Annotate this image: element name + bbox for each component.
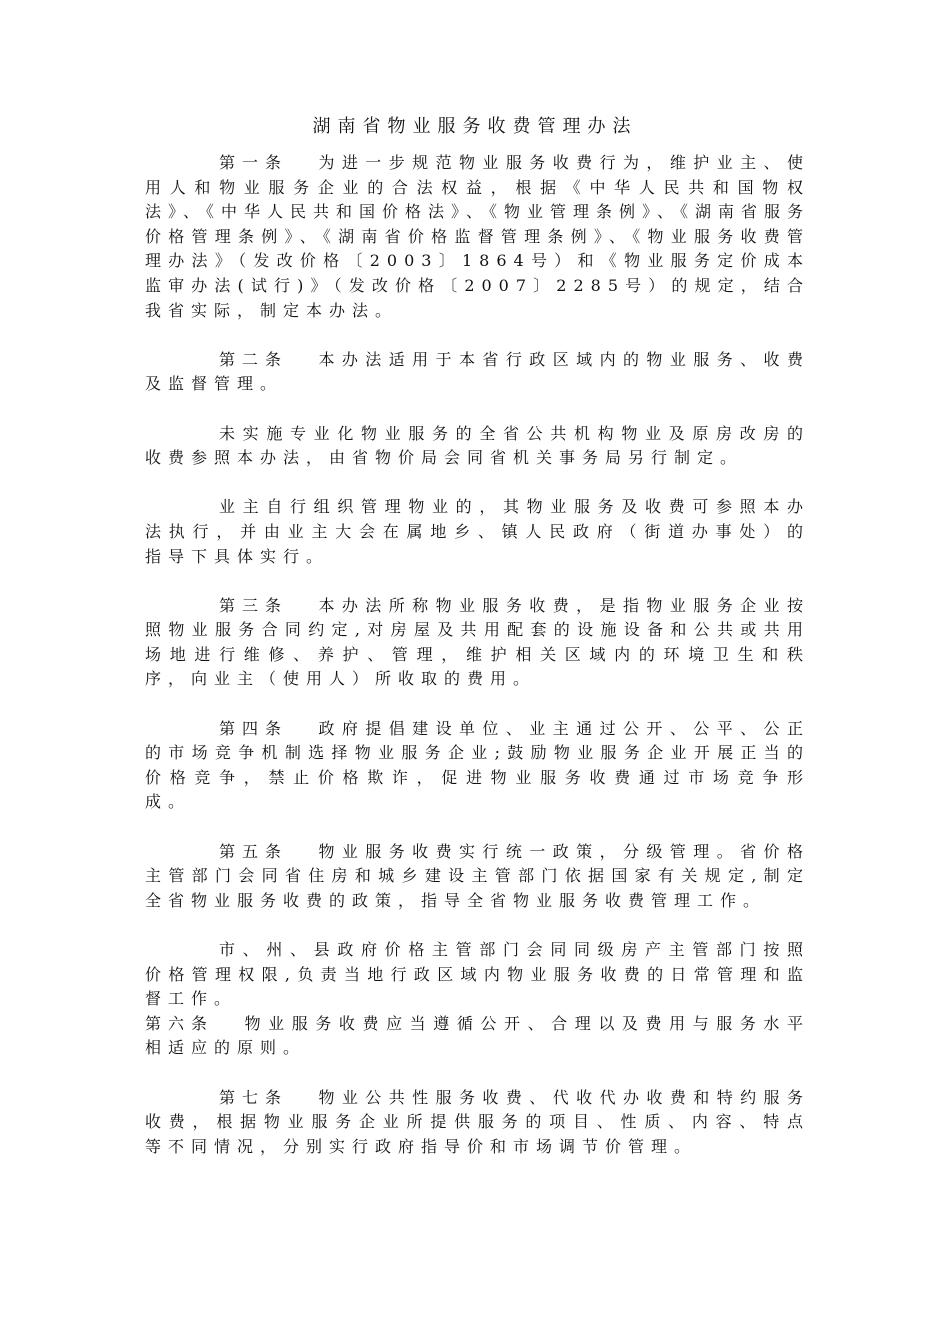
article-number: 第二条 xyxy=(219,349,289,369)
paragraph-text: 本办法所称物业服务收费，是指物业服务企业按照物业服务合同约定,对房屋及共用配套的设施设备和公共或共用场地进行维修、养护、管理，维护相关区域内的环境卫生和秩序，向业主（使用人）所收取的费用。 xyxy=(145,595,810,689)
paragraph-text: 物业服务收费应当遵循公开、合理以及费用与服务水平相适应的原则。 xyxy=(145,1013,810,1058)
paragraph-local-management xyxy=(145,938,810,1012)
article-number: 第五条 xyxy=(219,841,289,861)
paragraph-article-5 xyxy=(145,840,810,914)
article-number: 第三条 xyxy=(219,595,289,615)
paragraph-text: 为进一步规范物业服务收费行为，维护业主、使用人和物业服务企业的合法权益，根据《中华人民共和国物权法》、《中华人民共和国价格法》、《物业管理条例》、《湖南省服务价格管理条例》、《湖南省价格监督管理条例》、《物业服务收费管理办法》（发改价格〔2003〕1864号）和《物业服务定价成本监审办法(试行)》（发改价格〔2007〕2285号）的规定，结合我省实际，制定本办法。 xyxy=(145,153,811,320)
article-number: 第一条 xyxy=(219,153,289,172)
paragraph-text: 物业公共性服务收费、代收代办收费和特约服务收费，根据物业服务企业所提供服务的项目、性质、内容、特点等不同情况，分别实行政府指导价和市场调节价管理。 xyxy=(145,1087,810,1156)
paragraph-article-2 xyxy=(145,348,810,397)
paragraph-text: 未实施专业化物业服务的全省公共机构物业及原房改房的收费参照本办法，由省物价局会同省机关事务局另行制定。 xyxy=(145,423,810,468)
document-title: 湖南省物业服务收费管理办法 xyxy=(312,116,638,137)
paragraph-text: 本办法适用于本省行政区域内的物业服务、收费及监督管理。 xyxy=(145,349,810,394)
paragraph-article-1 xyxy=(145,151,810,323)
paragraph-self-managed xyxy=(145,495,810,569)
paragraph-text: 市、州、县政府价格主管部门会同同级房产主管部门按照价格管理权限,负责当地行政区域内物业服务收费的日常管理和监督工作。 xyxy=(145,940,810,1009)
paragraph-article-7 xyxy=(145,1086,810,1160)
paragraph-text: 政府提倡建设单位、业主通过公开、公平、公正的市场竞争机制选择物业服务企业;鼓励物业服务企业开展正当的价格竞争，禁止价格欺诈，促进物业服务收费通过市场竞争形成。 xyxy=(145,718,810,812)
document-body xyxy=(145,151,810,1159)
paragraph-article-3 xyxy=(145,594,810,692)
paragraph-article-6 xyxy=(145,1012,810,1061)
paragraph-text: 物业服务收费实行统一政策，分级管理。省价格主管部门会同省住房和城乡建设主管部门依据国家有关规定,制定全省物业服务收费的政策，指导全省物业服务收费管理工作。 xyxy=(145,841,810,910)
paragraph-public-institutions xyxy=(145,422,810,471)
article-number: 第四条 xyxy=(219,718,289,738)
paragraph-article-4 xyxy=(145,717,810,815)
article-number: 第六条 xyxy=(145,1013,215,1033)
article-number: 第七条 xyxy=(219,1087,289,1107)
paragraph-text: 业主自行组织管理物业的，其物业服务及收费可参照本办法执行，并由业主大会在属地乡、镇人民政府（街道办事处）的指导下具体实行。 xyxy=(145,497,810,566)
